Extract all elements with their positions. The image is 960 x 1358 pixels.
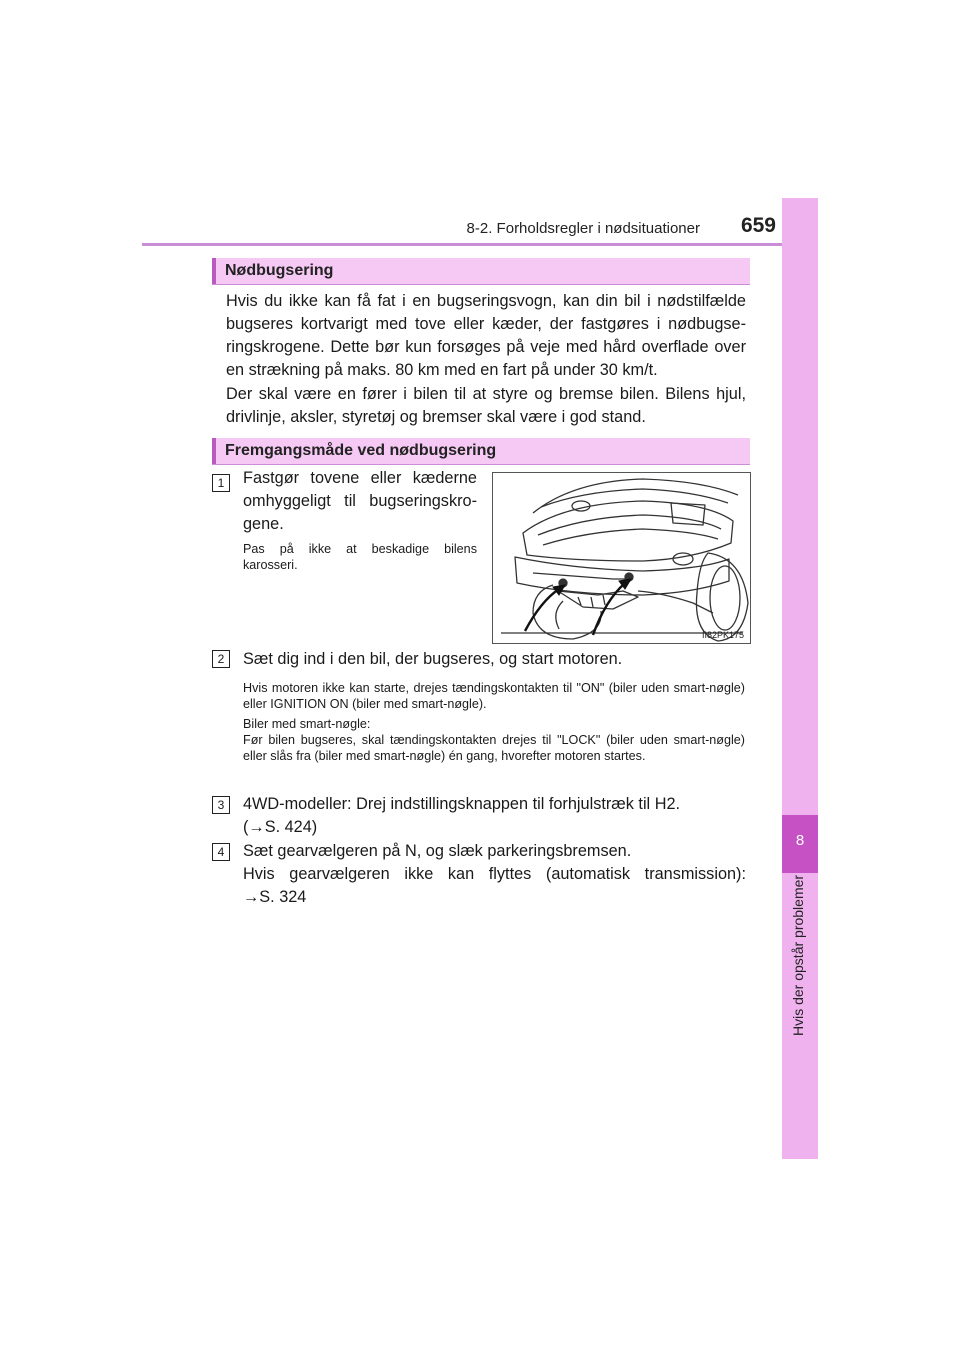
page-reference: (→S. 424) [243, 818, 318, 836]
header-rule [142, 243, 818, 246]
step-text: 4WD-modeller: Drej indstillingsknappen til forhjulstræk til H2. [243, 795, 681, 813]
step-text: Sæt gearvælgeren på N, og slæk parkeringsbremsen. [243, 842, 632, 860]
step-number-box: 1 [212, 474, 230, 492]
step-note: Hvis motoren ikke kan starte, drejes tændingskontakten til "ON" (biler uden smart-nøgle) eller IGNITION ON (biler med smart-nøgle). [243, 681, 745, 711]
towing-hook-figure [492, 472, 751, 644]
section-heading-nodbugsering [212, 258, 750, 285]
step-text: Fastgør tovene eller kæderne omhyggeligt til bugseringskro-gene. [243, 469, 477, 533]
step-number-box: 2 [212, 650, 230, 668]
heading-accent-bar [212, 258, 216, 284]
step-number-box: 4 [212, 843, 230, 861]
step-number-box: 3 [212, 796, 230, 814]
step-note: Pas på ikke at beskadige bilens karosseri. [243, 542, 477, 572]
vehicle-front-underside-illustration [493, 473, 750, 643]
step-note: Biler med smart-nøgle: Før bilen bugseres, skal tændingskontakten drejes til "LOCK" (biler uden smart-nøgle) eller slås fra (biler med smart-nøgle) én gang, hvorefter motoren startes. [243, 717, 745, 763]
page-reference: →S. 324 [243, 888, 307, 906]
page-number: 659 [740, 214, 776, 237]
chapter-title-vertical: Hvis der opstår problemer [790, 875, 806, 1037]
paragraph: Der skal være en fører i bilen til at styre og bremse bilen. Bilens hjul, drivlinje, aksler, styretøj og bremser skal være i god stand. [226, 385, 746, 426]
step-text: Sæt dig ind i den bil, der bugseres, og start motoren. [243, 650, 623, 668]
running-header-section: 8-2. Forholdsregler i nødsituationer [466, 220, 700, 237]
chapter-number: 8 [795, 832, 805, 849]
section-heading-text: Nødbugsering [225, 262, 334, 279]
section-heading-fremgangsmade [212, 438, 750, 465]
step-text: Hvis gearvælgeren ikke kan flyttes (automatisk transmission): [243, 865, 746, 883]
heading-accent-bar [212, 438, 216, 464]
figure-code: II82PK175 [701, 630, 744, 640]
paragraph: Hvis du ikke kan få fat i en bugseringsvogn, kan din bil i nødstilfælde bugseres kortvarigt med tove eller kæder, der fastgøres i nødbugse-ringskrogene. Dette bør kun forsøges på veje med hård overflade over en strækning på maks. 80 km med en fart på under 30 km/t. [226, 292, 746, 379]
section-heading-text: Fremgangsmåde ved nødbugsering [225, 442, 497, 459]
